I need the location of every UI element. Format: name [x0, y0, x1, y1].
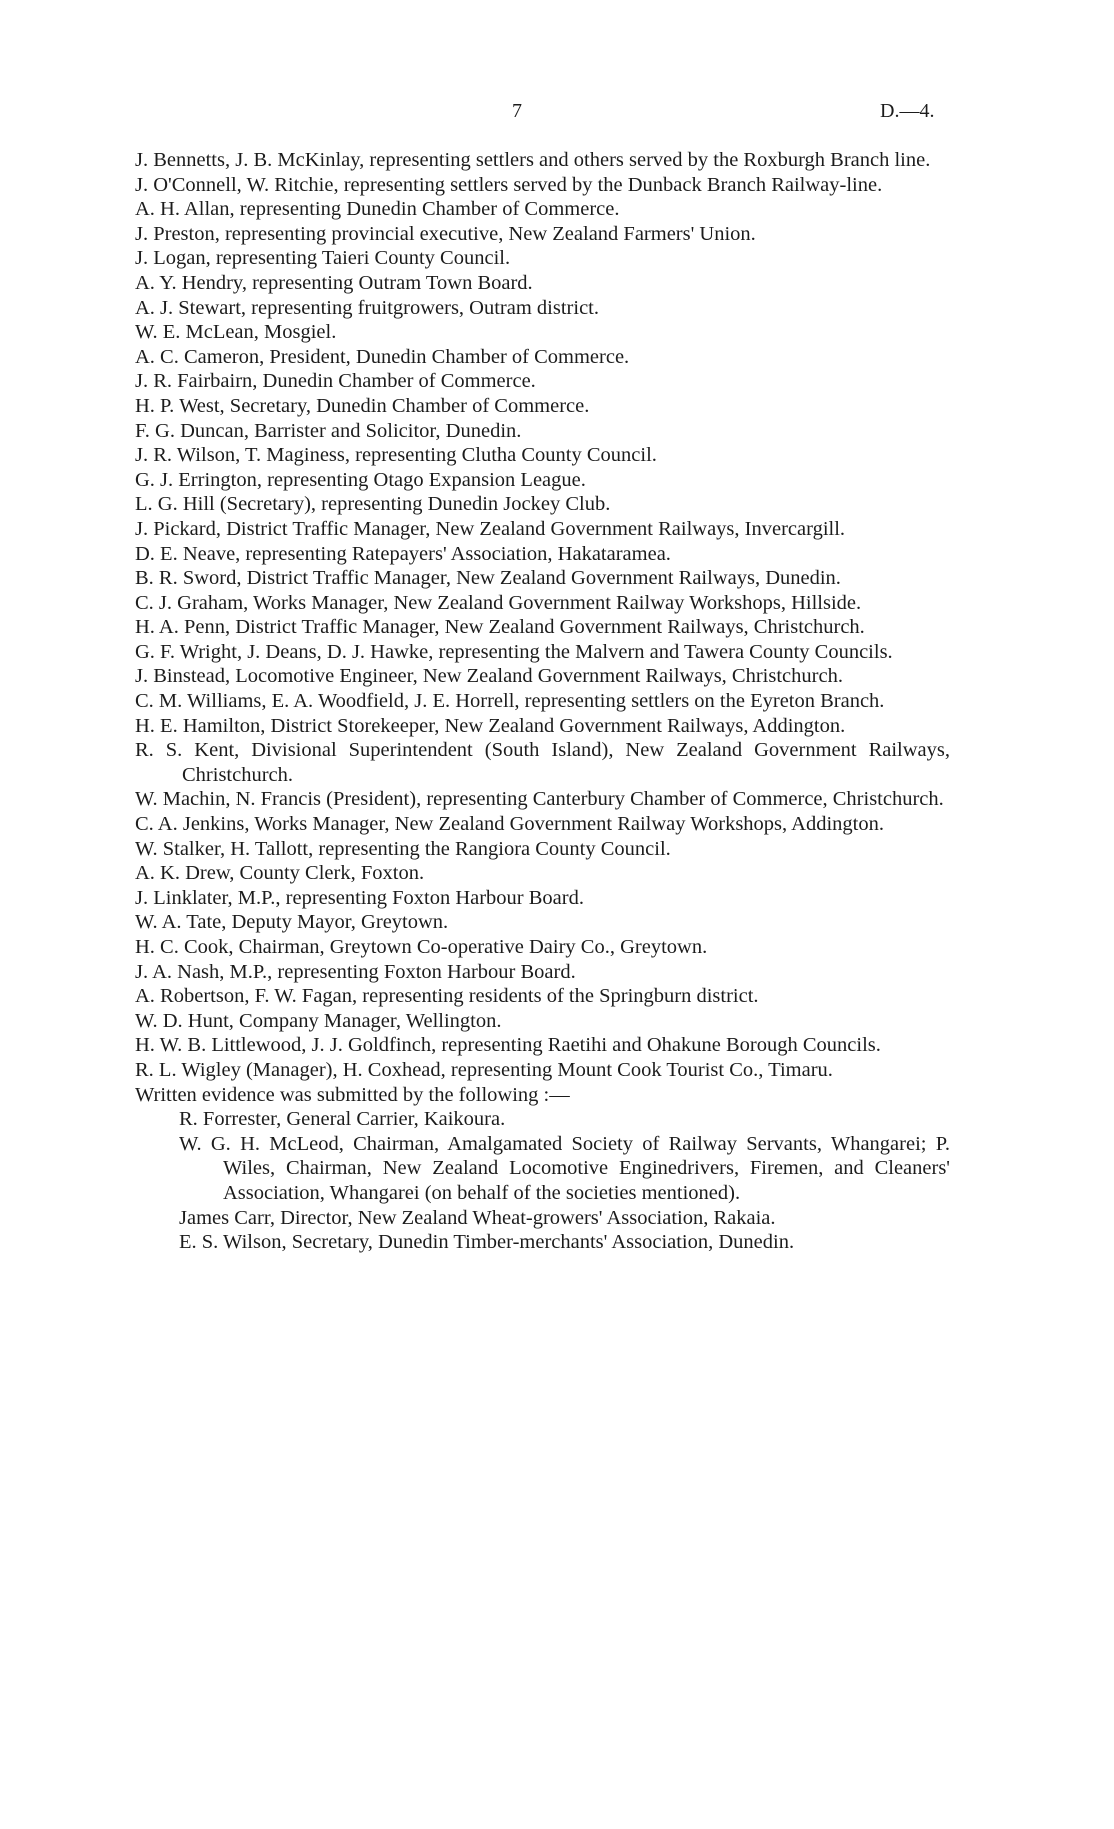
list-item: B. R. Sword, District Traffic Manager, New Zealand Government Railways, Dunedin. [135, 567, 841, 590]
list-item: R. Forrester, General Carrier, Kaikoura. [179, 1108, 506, 1131]
list-item: H. P. West, Secretary, Dunedin Chamber of Commerce. [135, 394, 590, 417]
document-reference: D.—4. [880, 100, 935, 122]
list-item: J. O'Connell, W. Ritchie, representing settlers served by the Dunback Branch Railway-line. [135, 173, 883, 196]
page-header [0, 100, 1114, 128]
list-item: C. A. Jenkins, Works Manager, New Zealand Government Railway Workshops, Addington. [135, 813, 884, 836]
list-item: C. J. Graham, Works Manager, New Zealand Government Railway Workshops, Hillside. [135, 591, 862, 614]
list-item: James Carr, Director, New Zealand Wheat-growers' Association, Rakaia. [179, 1206, 776, 1229]
list-item: H. E. Hamilton, District Storekeeper, New Zealand Government Railways, Addington. [135, 714, 846, 737]
list-item: G. F. Wright, J. Deans, D. J. Hawke, representing the Malvern and Tawera County Councils. [135, 640, 893, 663]
oral-evidence-list [135, 148, 950, 1083]
list-item: A. K. Drew, County Clerk, Foxton. [135, 862, 425, 885]
list-item: G. J. Errington, representing Otago Expansion League. [135, 468, 586, 491]
list-item: W. D. Hunt, Company Manager, Wellington. [135, 1009, 502, 1032]
list-item: A. Robertson, F. W. Fagan, representing residents of the Springburn district. [135, 985, 759, 1008]
list-item: A. H. Allan, representing Dunedin Chamber of Commerce. [135, 198, 620, 221]
list-item: W. E. McLean, Mosgiel. [135, 321, 337, 344]
list-item: L. G. Hill (Secretary), representing Dunedin Jockey Club. [135, 493, 611, 516]
list-item: R. S. Kent, Divisional Superintendent (South Island), New Zealand Government Railways, Christchurch. [135, 739, 950, 786]
list-item: J. Pickard, District Traffic Manager, New Zealand Government Railways, Invercargill. [135, 517, 846, 540]
list-item: H. C. Cook, Chairman, Greytown Co-operative Dairy Co., Greytown. [135, 936, 708, 958]
list-item: A. C. Cameron, President, Dunedin Chamber of Commerce. [135, 345, 630, 368]
document-body [135, 148, 950, 1255]
list-item: J. Binstead, Locomotive Engineer, New Zealand Government Railways, Christchurch. [135, 665, 843, 688]
list-item: D. E. Neave, representing Ratepayers' Association, Hakataramea. [135, 542, 671, 565]
list-item: H. W. B. Littlewood, J. J. Goldfinch, representing Raetihi and Ohakune Borough Councils. [135, 1034, 881, 1057]
list-item: J. Logan, representing Taieri County Council. [135, 247, 511, 270]
list-item: J. A. Nash, M.P., representing Foxton Harbour Board. [135, 960, 576, 983]
list-item: J. R. Wilson, T. Maginess, representing Clutha County Council. [135, 444, 657, 467]
list-item: E. S. Wilson, Secretary, Dunedin Timber-merchants' Association, Dunedin. [179, 1231, 795, 1254]
list-item: A. Y. Hendry, representing Outram Town Board. [135, 271, 533, 294]
list-item: A. J. Stewart, representing fruitgrowers, Outram district. [135, 296, 599, 319]
list-item: J. R. Fairbairn, Dunedin Chamber of Commerce. [135, 370, 536, 393]
list-item: W. Machin, N. Francis (President), representing Canterbury Chamber of Commerce, Christchurch. [135, 788, 944, 811]
list-item: J. Linklater, M.P., representing Foxton Harbour Board. [135, 886, 584, 909]
written-evidence-list [179, 1107, 950, 1255]
list-item: J. Bennetts, J. B. McKinlay, representing settlers and others served by the Roxburgh Branch line. [135, 149, 931, 171]
list-item: W. A. Tate, Deputy Mayor, Greytown. [135, 911, 449, 934]
written-evidence-intro: Written evidence was submitted by the following :— [135, 1083, 570, 1106]
list-item: J. Preston, representing provincial executive, New Zealand Farmers' Union. [135, 222, 756, 245]
list-item: W. G. H. McLeod, Chairman, Amalgamated Society of Railway Servants, Whangarei; P. Wiles, Chairman, New Zealand Locomotive Enginedrivers, Firemen, and Cleaners' Association, Whangarei (on behalf of the societies mentioned). [179, 1132, 950, 1204]
list-item: W. Stalker, H. Tallott, representing the Rangiora County Council. [135, 837, 671, 860]
list-item: H. A. Penn, District Traffic Manager, New Zealand Government Railways, Christchurch. [135, 616, 865, 639]
list-item: C. M. Williams, E. A. Woodfield, J. E. Horrell, representing settlers on the Eyreton Branch. [135, 690, 885, 713]
list-item: R. L. Wigley (Manager), H. Coxhead, representing Mount Cook Tourist Co., Timaru. [135, 1058, 833, 1081]
page-number: 7 [512, 100, 522, 122]
list-item: F. G. Duncan, Barrister and Solicitor, Dunedin. [135, 419, 522, 442]
